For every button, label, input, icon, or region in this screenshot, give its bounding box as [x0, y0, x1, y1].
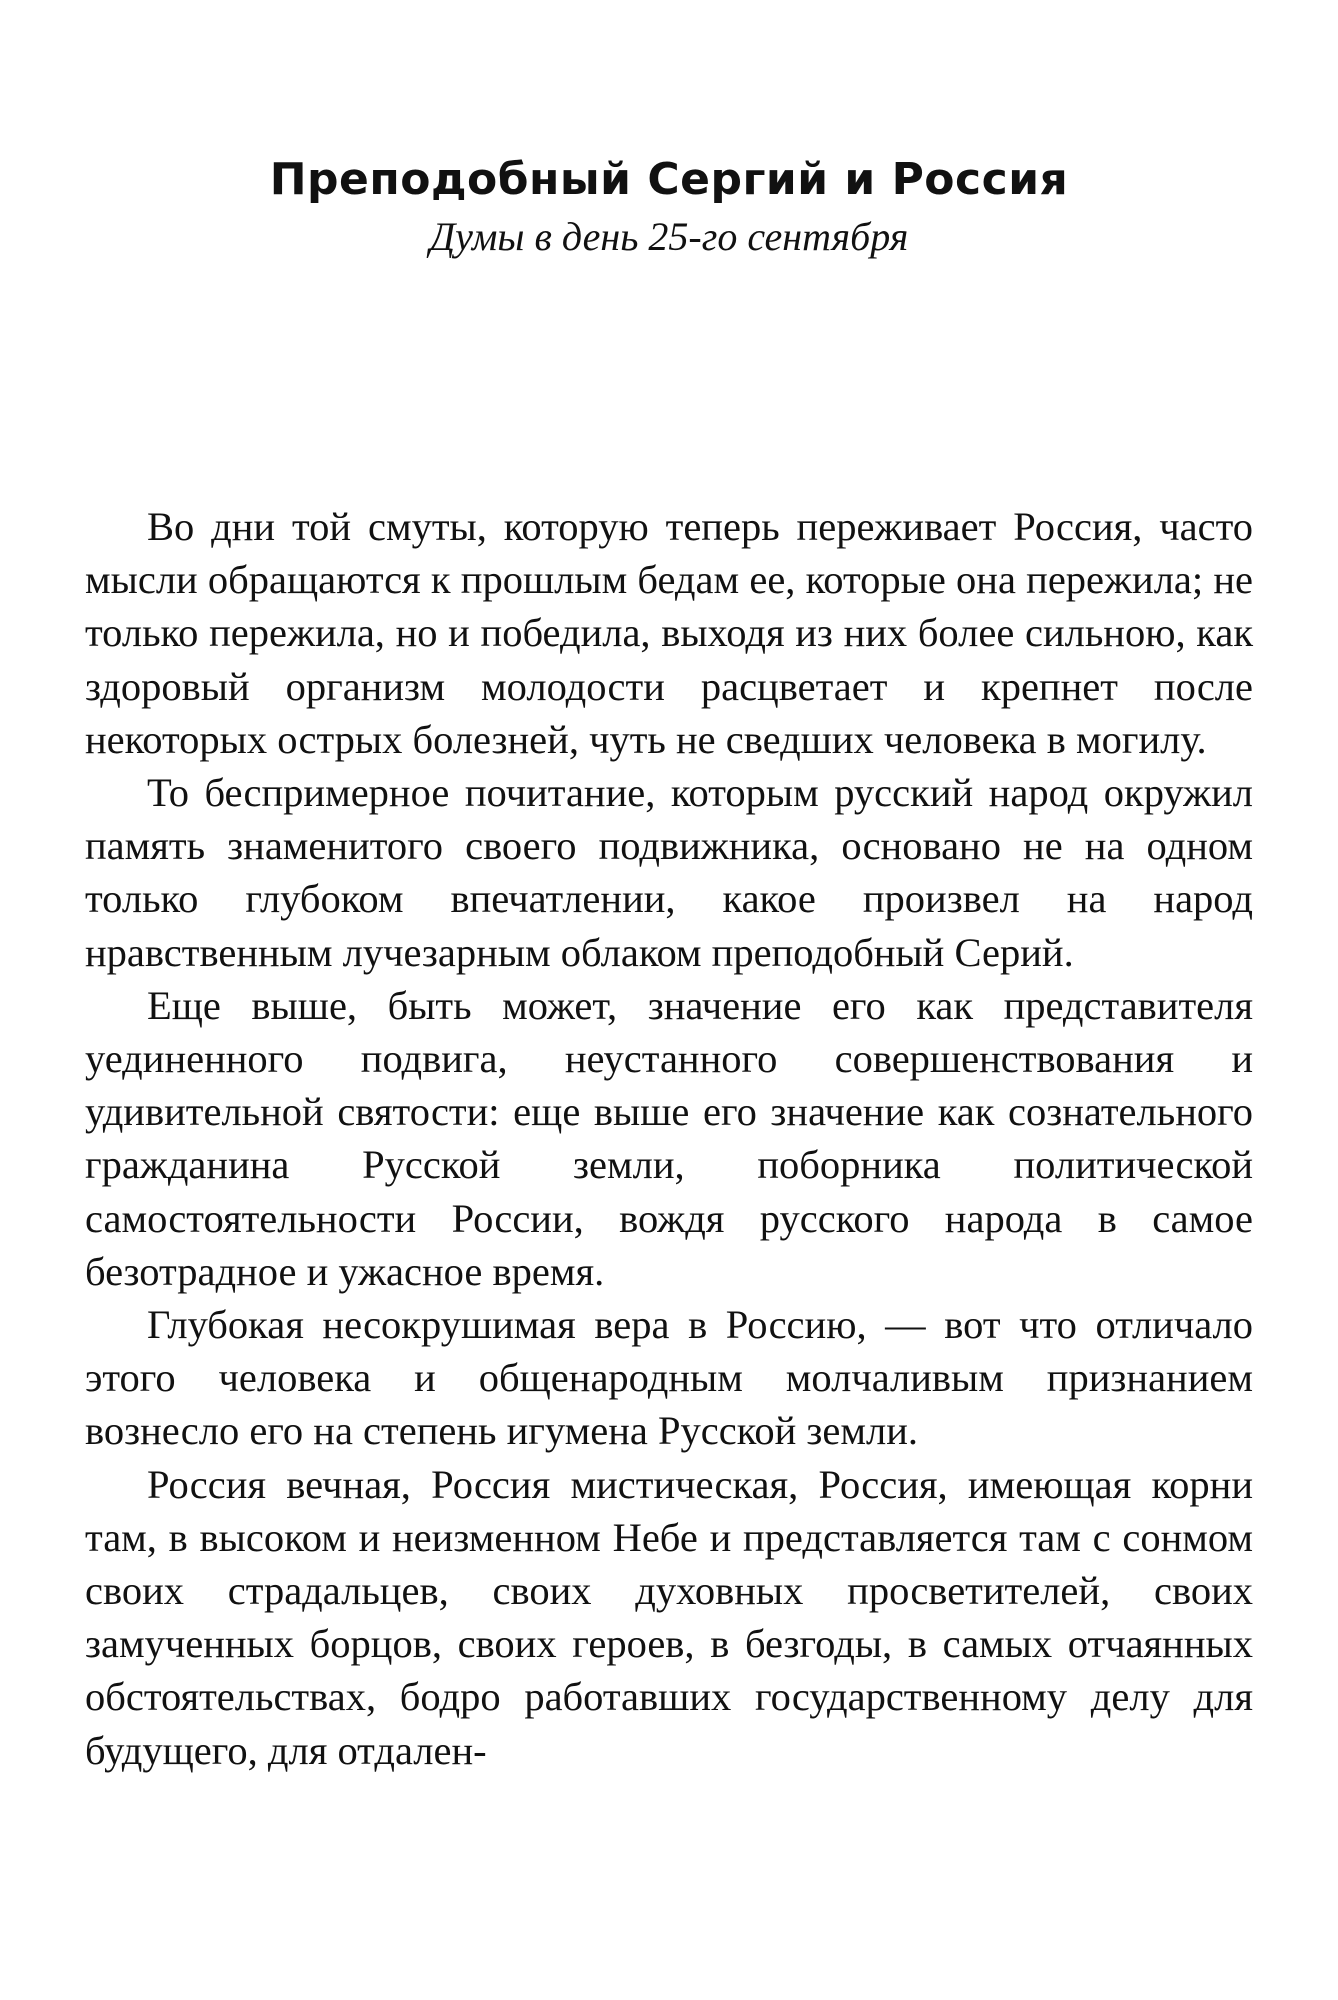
paragraph: Россия вечная, Россия мистическая, Россия, имеющая корни там, в высоком и неизменном Небе и представляется там с сонмом своих страдальцев, своих духовных просветителей, своих замученных борцов, своих героев, в безгоды, в самых отчаянных обстоятельствах, бодро работавших государственному делу для будущего, для отдален-: [85, 1461, 1253, 1773]
paragraph: Еще выше, быть может, значение его как представителя уединенного подвига, неустанного совершенствования и удивительной святости: еще выше его значение как сознательного гражданина Русской земли, поборника политической самостоятельности России, вождя русского народа в самое безотрадное и ужасное время.: [85, 982, 1253, 1294]
chapter-title: Преподобный Сергий и Россия: [269, 154, 1069, 205]
paragraph: Глубокая несокрушимая вера в Россию, — вот что отличало этого человека и общенародным молчаливым признанием вознесло его на степень игумена Русской земли.: [85, 1302, 1253, 1454]
chapter-heading: [0, 150, 1338, 264]
paragraph: То беспримерное почитание, которым русский народ окружил память знаменитого своего подвижника, основано не на одном только глубоком впечатлении, какое произвел на народ нравственным лучезарным облаком преподобный Серий.: [85, 770, 1253, 975]
body-text: [85, 500, 1253, 1777]
chapter-subtitle: Думы в день 25-го сентября: [429, 214, 909, 259]
paragraph: Во дни той смуты, которую теперь переживает Россия, часто мысли обращаются к прошлым бедам ее, которые она пережила; не только пережила, но и победила, выходя из них более сильною, как здоровый организм молодости расцветает и крепнет после некоторых острых болезней, чуть не сведших человека в могилу.: [85, 504, 1253, 762]
